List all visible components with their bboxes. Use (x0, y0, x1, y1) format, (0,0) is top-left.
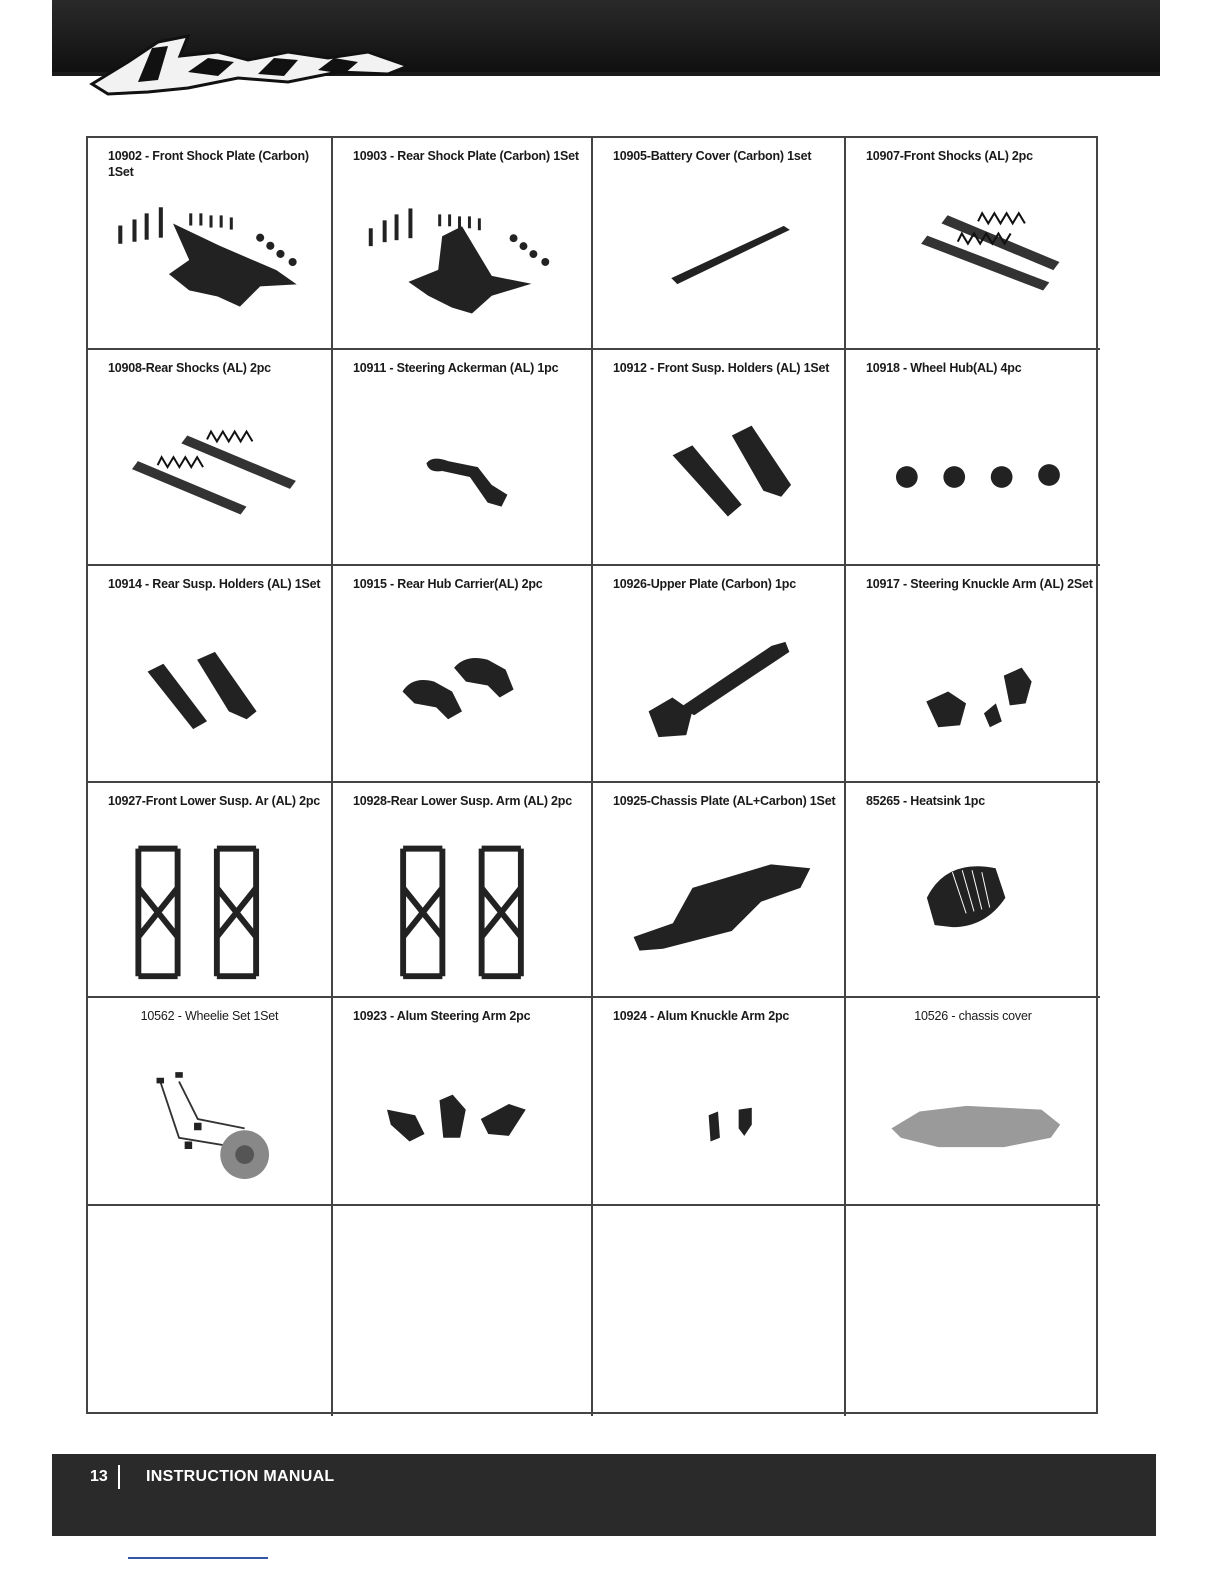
part-label: 10928-Rear Lower Susp. Arm (AL) 2pc (353, 794, 572, 808)
steering-arm-icon (343, 1044, 581, 1194)
heatsink-icon (856, 829, 1090, 986)
part-cell (846, 138, 1100, 350)
part-cell (846, 783, 1100, 998)
part-label: 10903 - Rear Shock Plate (Carbon) 1Set (353, 149, 579, 163)
bottom-rule (128, 1557, 268, 1559)
part-cell (88, 350, 333, 566)
hub-carrier-icon (343, 612, 581, 771)
empty-cell (593, 1206, 846, 1416)
empty-cell (333, 1206, 593, 1416)
empty-cell (846, 1206, 1100, 1416)
part-label: 10912 - Front Susp. Holders (AL) 1Set (613, 361, 830, 375)
manual-title: INSTRUCTION MANUAL (146, 1468, 335, 1485)
part-cell (333, 566, 593, 783)
page-separator (118, 1465, 120, 1489)
part-label: 10914 - Rear Susp. Holders (AL) 1Set (108, 577, 321, 591)
part-label: 10562 - Wheelie Set 1Set (140, 1009, 279, 1023)
part-label: 10917 - Steering Knuckle Arm (AL) 2Set (866, 577, 1093, 591)
part-cell (333, 783, 593, 998)
part-label: 85265 - Heatsink 1pc (866, 794, 985, 808)
wheelie-icon (98, 1044, 321, 1194)
wheel-hubs-icon (856, 396, 1090, 554)
empty-cell (88, 1206, 333, 1416)
shock-plate-icon (98, 184, 321, 338)
part-label: 10923 - Alum Steering Arm 2pc (353, 1009, 531, 1023)
part-cell (88, 783, 333, 998)
part-label: 10902 - Front Shock Plate (Carbon) 1Set (108, 149, 309, 179)
part-cell (88, 138, 333, 350)
footer-band (52, 1454, 1156, 1536)
part-label: 10905-Battery Cover (Carbon) 1set (613, 149, 812, 163)
part-cell (593, 998, 846, 1206)
susp-holders-icon (98, 612, 321, 771)
part-cell (333, 350, 593, 566)
part-label: 10908-Rear Shocks (AL) 2pc (108, 361, 271, 375)
part-cell (593, 350, 846, 566)
part-cell (846, 566, 1100, 783)
part-label: 10926-Upper Plate (Carbon) 1pc (613, 577, 796, 591)
part-cell (846, 998, 1100, 1206)
knuckle-icon (856, 612, 1090, 771)
part-label: 10927-Front Lower Susp. Ar (AL) 2pc (108, 794, 321, 808)
part-label: 10925-Chassis Plate (AL+Carbon) 1Set (613, 794, 836, 808)
part-label: 10918 - Wheel Hub(AL) 4pc (866, 361, 1022, 375)
part-label: 10907-Front Shocks (AL) 2pc (866, 149, 1033, 163)
part-cell (88, 998, 333, 1206)
page-number: 13 (90, 1468, 108, 1485)
susp-holders-icon (603, 396, 834, 554)
chassis-cover-icon (856, 1044, 1090, 1194)
ackerman-icon (343, 396, 581, 554)
part-cell (593, 566, 846, 783)
part-cell (593, 138, 846, 350)
upper-plate-icon (603, 612, 834, 771)
part-cell (593, 783, 846, 998)
battery-cover-icon (603, 184, 834, 338)
vandal-xl-logo (88, 22, 418, 102)
shocks-icon (98, 396, 321, 554)
shocks-icon (856, 184, 1090, 338)
susp-arms-icon (343, 829, 581, 986)
part-cell (846, 350, 1100, 566)
part-cell (333, 138, 593, 350)
susp-arms-icon (98, 829, 321, 986)
shock-plate-icon (343, 184, 581, 338)
part-label: 10526 - chassis cover (914, 1009, 1032, 1023)
part-cell (333, 998, 593, 1206)
part-label: 10911 - Steering Ackerman (AL) 1pc (353, 361, 559, 375)
part-label: 10924 - Alum Knuckle Arm 2pc (613, 1009, 790, 1023)
part-cell (88, 566, 333, 783)
part-label: 10915 - Rear Hub Carrier(AL) 2pc (353, 577, 543, 591)
parts-grid (86, 136, 1098, 1414)
knuckle-small-icon (603, 1044, 834, 1194)
chassis-plate-icon (603, 829, 834, 986)
